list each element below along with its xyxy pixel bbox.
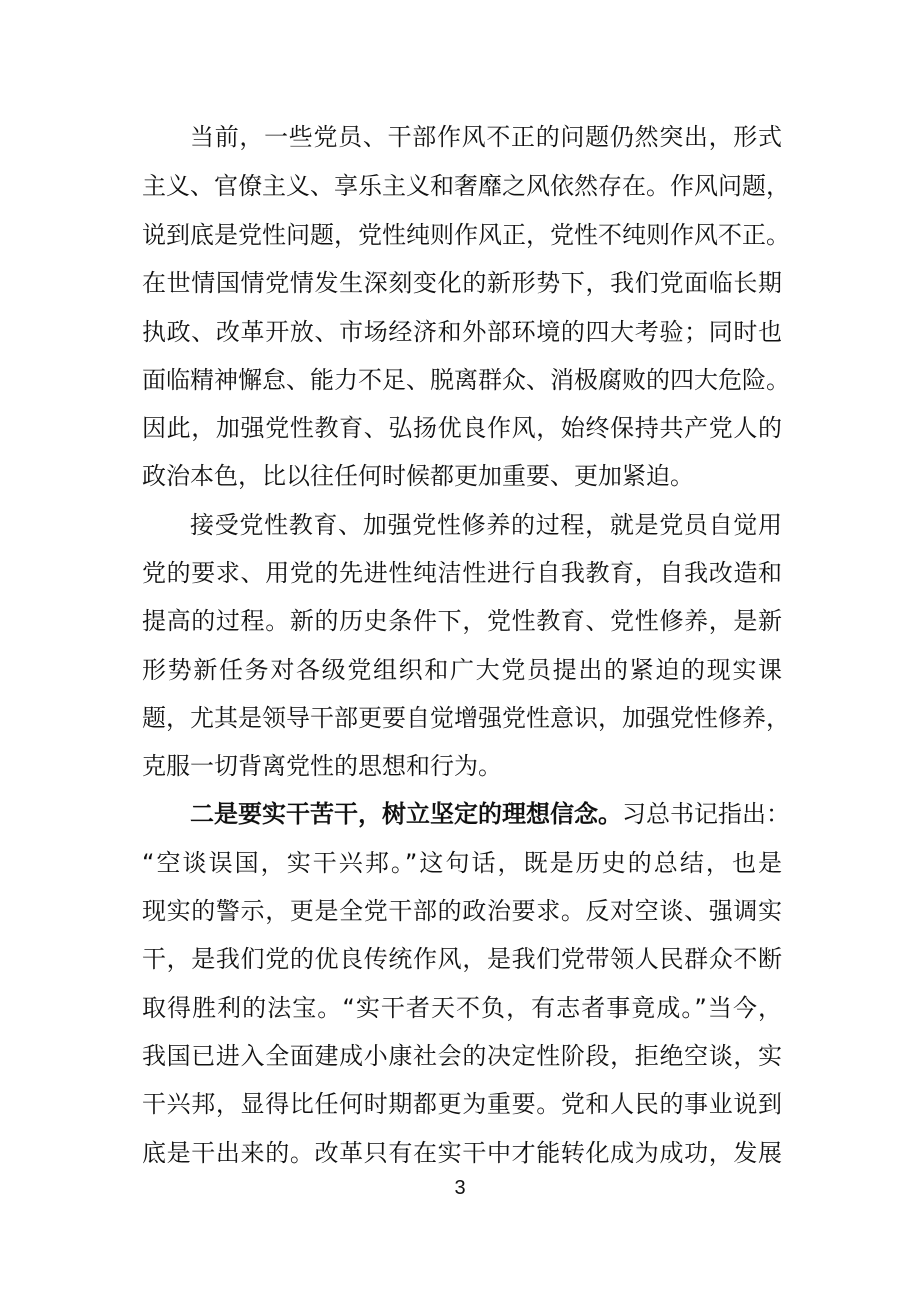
paragraph-2-line-6: 克服一切背离党性的思想和行为。: [142, 752, 502, 780]
paragraph-3-intro: 习总书记指出：: [622, 800, 790, 828]
paragraph-1-line-2: 主义、官僚主义、享乐主义和奢靡之风依然存在。作风问题，: [142, 172, 790, 200]
section-heading: 二是要实干苦干，树立坚定的理想信念。: [190, 800, 622, 828]
paragraph-3-line-5: 取得胜利的法宝。“实干者天不负，有志者事竟成。”当今，: [142, 994, 782, 1022]
paragraph-2-line-5: 题，尤其是领导干部更要自觉增强党性意识，加强党性修养，: [142, 704, 790, 732]
paragraph-2-line-3: 提高的过程。新的历史条件下，党性教育、党性修养，是新: [142, 607, 782, 635]
paragraph-2-line-4: 形势新任务对各级党组织和广大党员提出的紧迫的现实课: [142, 656, 782, 684]
paragraph-1-line-3: 说到底是党性问题，党性纯则作风正，党性不纯则作风不正。: [142, 221, 790, 249]
paragraph-1-line-6: 面临精神懈怠、能力不足、脱离群众、消极腐败的四大危险。: [142, 366, 790, 394]
paragraph-2-line-1: 接受党性教育、加强党性修养的过程，就是党员自觉用: [190, 511, 782, 539]
paragraph-1-line-4: 在世情国情党情发生深刻变化的新形势下，我们党面临长期: [142, 269, 782, 297]
paragraph-3-line-7: 干兴邦，显得比任何时期都更为重要。党和人民的事业说到: [142, 1090, 782, 1118]
paragraph-3-line-6: 我国已进入全面建成小康社会的决定性阶段，拒绝空谈，实: [142, 1042, 782, 1070]
paragraph-3-line-1: [190, 799, 790, 829]
paragraph-2-line-2: 党的要求、用党的先进性纯洁性进行自我教育，自我改造和: [142, 559, 782, 587]
paragraph-1-line-5: 执政、改革开放、市场经济和外部环境的四大考验；同时也: [142, 318, 782, 346]
paragraph-1-line-7: 因此，加强党性教育、弘扬优良作风，始终保持共产党人的: [142, 414, 782, 442]
paragraph-1-line-8: 政治本色，比以往任何时候都更加重要、更加紧迫。: [142, 462, 694, 490]
paragraph-3-line-4: 干，是我们党的优良传统作风，是我们党带领人民群众不断: [142, 945, 782, 973]
paragraph-1-line-1: 当前，一些党员、干部作风不正的问题仍然突出，形式: [190, 123, 782, 151]
page-number: 3: [454, 1177, 466, 1199]
paragraph-3-line-2: “空谈误国，实干兴邦。”这句话，既是历史的总结，也是: [142, 849, 782, 877]
paragraph-3-line-3: 现实的警示，更是全党干部的政治要求。反对空谈、强调实: [142, 897, 782, 925]
paragraph-3-line-8: 底是干出来的。改革只有在实干中才能转化成为成功，发展: [142, 1139, 782, 1167]
